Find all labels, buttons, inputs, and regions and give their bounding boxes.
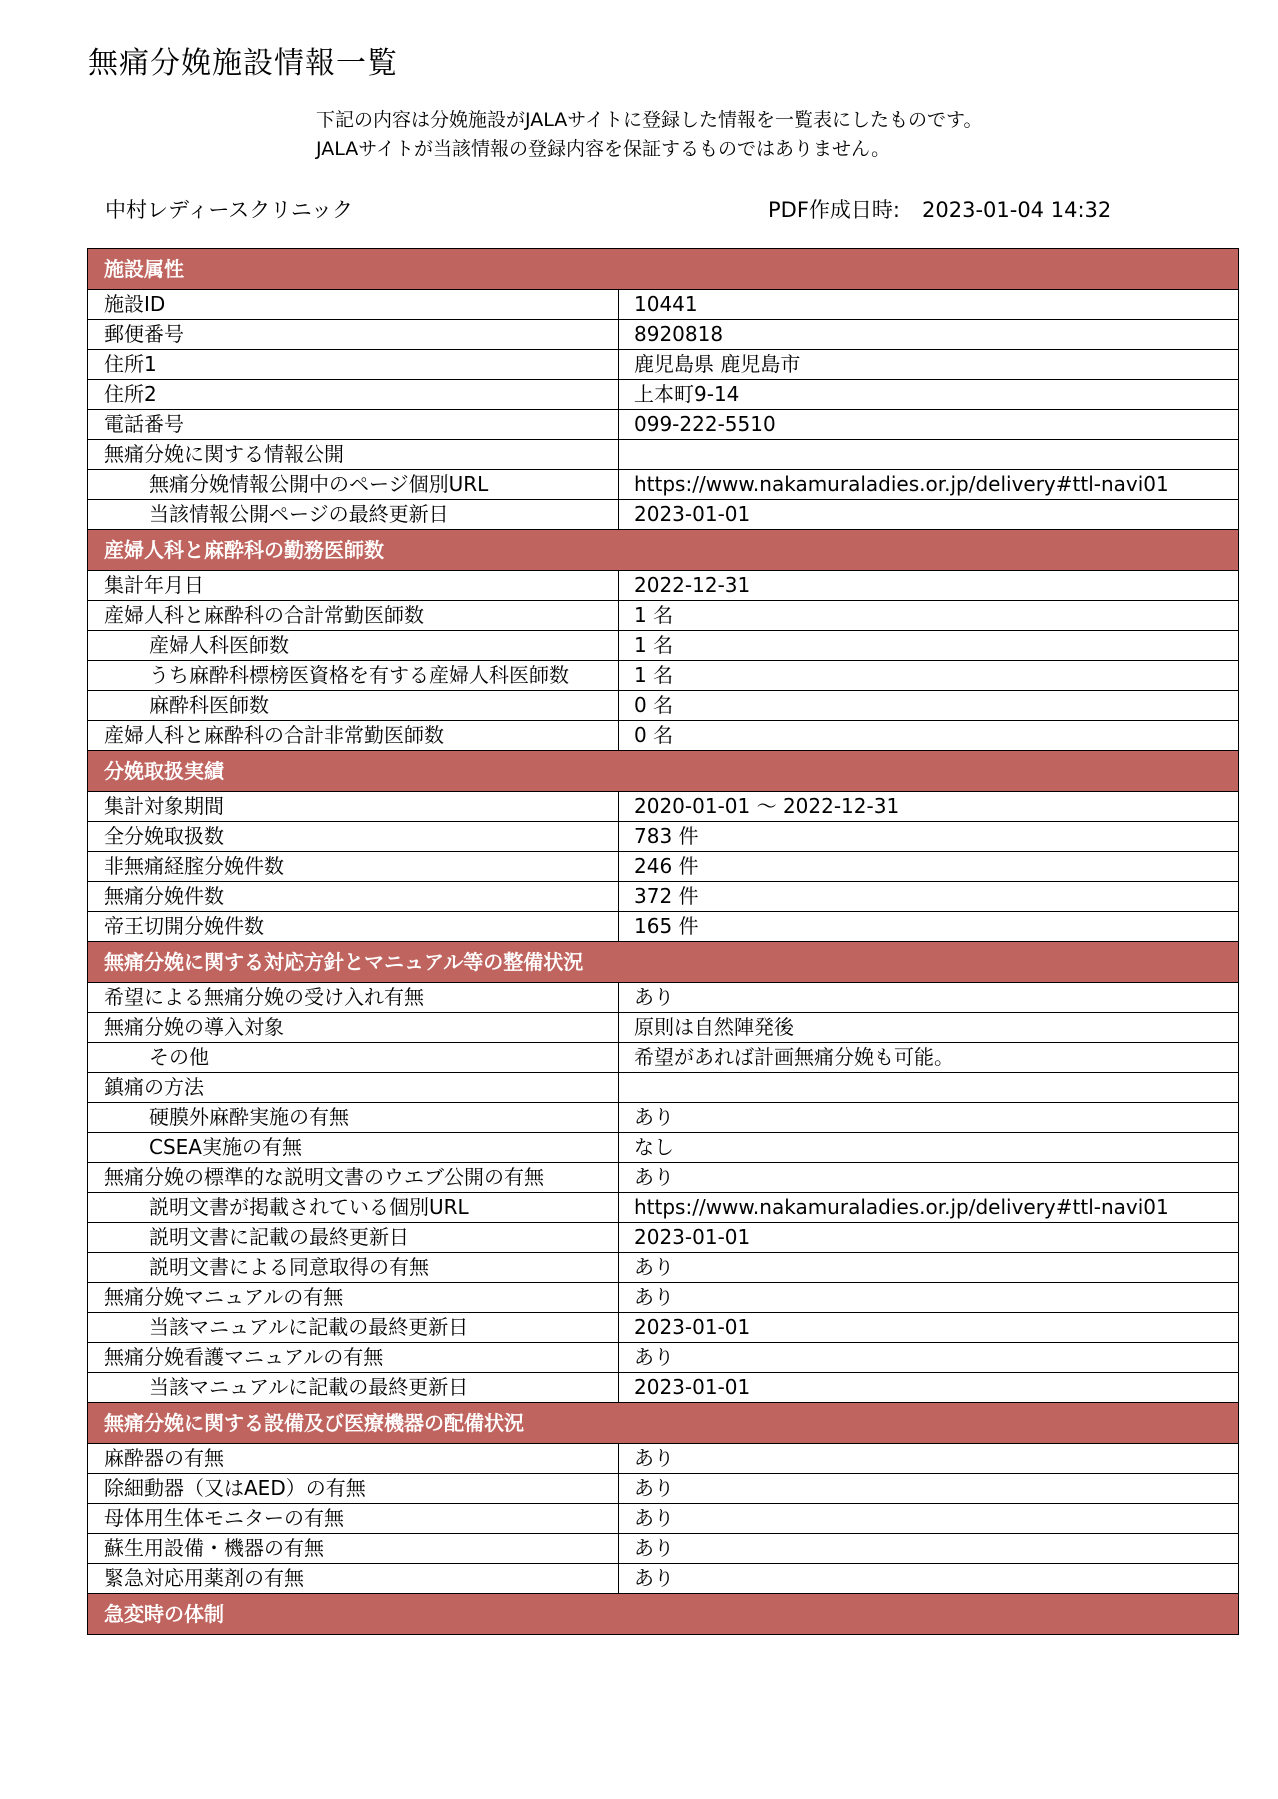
row-value <box>619 1073 1239 1103</box>
row-value: 8920818 <box>619 320 1239 350</box>
section-header-row <box>88 1403 1239 1444</box>
intro-line-1: 下記の内容は分娩施設がJALAサイトに登録した情報を一覧表にしたものです。 <box>316 109 983 131</box>
row-value: 鹿児島県 鹿児島市 <box>619 350 1239 380</box>
page-title: 無痛分娩施設情報一覧 <box>88 46 398 81</box>
row-label: 産婦人科と麻酔科の合計非常勤医師数 <box>88 721 619 751</box>
pdf-created-label: PDF作成日時: <box>768 198 900 222</box>
row-label: 無痛分娩の導入対象 <box>88 1013 619 1043</box>
section-title: 産婦人科と麻酔科の勤務医師数 <box>88 530 1239 571</box>
table-row <box>88 571 1239 601</box>
pdf-created-datetime: 2023-01-04 14:32 <box>922 198 1112 222</box>
table-row <box>88 1103 1239 1133</box>
row-value: https://www.nakamuraladies.or.jp/delivery#ttl-navi01 <box>619 470 1239 500</box>
row-value: あり <box>619 1163 1239 1193</box>
row-label: 産婦人科医師数 <box>88 631 619 661</box>
row-label: 非無痛経腟分娩件数 <box>88 852 619 882</box>
row-label: 無痛分娩件数 <box>88 882 619 912</box>
row-label: 無痛分娩看護マニュアルの有無 <box>88 1343 619 1373</box>
row-label: 母体用生体モニターの有無 <box>88 1504 619 1534</box>
clinic-name: 中村レディースクリニック <box>105 198 354 222</box>
row-value: あり <box>619 1474 1239 1504</box>
row-label: 説明文書に記載の最終更新日 <box>88 1223 619 1253</box>
section-header-row <box>88 942 1239 983</box>
row-label: 住所2 <box>88 380 619 410</box>
row-label: 麻酔器の有無 <box>88 1444 619 1474</box>
row-label: 当該マニュアルに記載の最終更新日 <box>88 1373 619 1403</box>
row-label: 硬膜外麻酔実施の有無 <box>88 1103 619 1133</box>
row-value: 2023-01-01 <box>619 500 1239 530</box>
table-row <box>88 601 1239 631</box>
row-label: 除細動器（又はAED）の有無 <box>88 1474 619 1504</box>
table-row <box>88 882 1239 912</box>
row-label: その他 <box>88 1043 619 1073</box>
row-label: 説明文書による同意取得の有無 <box>88 1253 619 1283</box>
table-row <box>88 1313 1239 1343</box>
row-label: 無痛分娩の標準的な説明文書のウエブ公開の有無 <box>88 1163 619 1193</box>
section-title: 施設属性 <box>88 249 1239 290</box>
table-row <box>88 1253 1239 1283</box>
row-value: 099-222-5510 <box>619 410 1239 440</box>
table-row <box>88 1534 1239 1564</box>
facility-info-table <box>87 248 1239 1635</box>
table-row <box>88 290 1239 320</box>
section-header-row <box>88 530 1239 571</box>
table-row <box>88 1343 1239 1373</box>
table-row <box>88 470 1239 500</box>
row-value: あり <box>619 1283 1239 1313</box>
row-value: 2022-12-31 <box>619 571 1239 601</box>
table-row <box>88 721 1239 751</box>
row-value: あり <box>619 983 1239 1013</box>
row-label: 説明文書が掲載されている個別URL <box>88 1193 619 1223</box>
row-label: 無痛分娩に関する情報公開 <box>88 440 619 470</box>
row-value: 上本町9-14 <box>619 380 1239 410</box>
row-value: 2020-01-01 ～ 2022-12-31 <box>619 792 1239 822</box>
table-row <box>88 852 1239 882</box>
table-row <box>88 320 1239 350</box>
row-value: あり <box>619 1103 1239 1133</box>
table-row <box>88 983 1239 1013</box>
intro-line-2: JALAサイトが当該情報の登録内容を保証するものではありません。 <box>316 138 891 160</box>
row-label: 住所1 <box>88 350 619 380</box>
row-value: 2023-01-01 <box>619 1223 1239 1253</box>
row-value: あり <box>619 1564 1239 1594</box>
row-value: 783 件 <box>619 822 1239 852</box>
row-label: 希望による無痛分娩の受け入れ有無 <box>88 983 619 1013</box>
table-row <box>88 1504 1239 1534</box>
row-label: うち麻酔科標榜医資格を有する産婦人科医師数 <box>88 661 619 691</box>
table-row <box>88 350 1239 380</box>
row-label: 集計対象期間 <box>88 792 619 822</box>
row-value: 165 件 <box>619 912 1239 942</box>
section-header-row <box>88 249 1239 290</box>
row-label: 無痛分娩マニュアルの有無 <box>88 1283 619 1313</box>
row-value: 1 名 <box>619 631 1239 661</box>
row-value: 10441 <box>619 290 1239 320</box>
table-row <box>88 500 1239 530</box>
row-value: あり <box>619 1534 1239 1564</box>
table-row <box>88 1013 1239 1043</box>
table-row <box>88 1043 1239 1073</box>
pdf-created <box>768 194 1111 224</box>
section-title: 分娩取扱実績 <box>88 751 1239 792</box>
row-value: 2023-01-01 <box>619 1313 1239 1343</box>
row-value: 希望があれば計画無痛分娩も可能。 <box>619 1043 1239 1073</box>
row-value: あり <box>619 1253 1239 1283</box>
row-label: 全分娩取扱数 <box>88 822 619 852</box>
table-row <box>88 410 1239 440</box>
table-row <box>88 792 1239 822</box>
table-row <box>88 691 1239 721</box>
table-row <box>88 440 1239 470</box>
row-label: 集計年月日 <box>88 571 619 601</box>
row-label: 緊急対応用薬剤の有無 <box>88 1564 619 1594</box>
row-value: 372 件 <box>619 882 1239 912</box>
table-row <box>88 1474 1239 1504</box>
row-label: 当該マニュアルに記載の最終更新日 <box>88 1313 619 1343</box>
row-label: 当該情報公開ページの最終更新日 <box>88 500 619 530</box>
row-label: 麻酔科医師数 <box>88 691 619 721</box>
section-title: 無痛分娩に関する設備及び医療機器の配備状況 <box>88 1403 1239 1444</box>
table-row <box>88 912 1239 942</box>
table-row <box>88 1193 1239 1223</box>
row-value <box>619 440 1239 470</box>
table-row <box>88 1444 1239 1474</box>
table-row <box>88 661 1239 691</box>
row-value: 0 名 <box>619 721 1239 751</box>
row-value: 原則は自然陣発後 <box>619 1013 1239 1043</box>
row-value: 246 件 <box>619 852 1239 882</box>
table-row <box>88 380 1239 410</box>
row-value: 2023-01-01 <box>619 1373 1239 1403</box>
section-title: 無痛分娩に関する対応方針とマニュアル等の整備状況 <box>88 942 1239 983</box>
row-label: 無痛分娩情報公開中のページ個別URL <box>88 470 619 500</box>
row-value: https://www.nakamuraladies.or.jp/delivery#ttl-navi01 <box>619 1193 1239 1223</box>
row-value: 0 名 <box>619 691 1239 721</box>
row-label: 産婦人科と麻酔科の合計常勤医師数 <box>88 601 619 631</box>
section-header-row <box>88 751 1239 792</box>
row-value: あり <box>619 1444 1239 1474</box>
facility-info-body <box>88 249 1239 1635</box>
row-value: なし <box>619 1133 1239 1163</box>
table-row <box>88 1163 1239 1193</box>
table-row <box>88 822 1239 852</box>
row-label: 郵便番号 <box>88 320 619 350</box>
table-row <box>88 1073 1239 1103</box>
row-value: 1 名 <box>619 601 1239 631</box>
section-header-row <box>88 1594 1239 1635</box>
row-label: 帝王切開分娩件数 <box>88 912 619 942</box>
table-row <box>88 631 1239 661</box>
table-row <box>88 1564 1239 1594</box>
row-label: 蘇生用設備・機器の有無 <box>88 1534 619 1564</box>
section-title: 急変時の体制 <box>88 1594 1239 1635</box>
table-row <box>88 1373 1239 1403</box>
row-label: 施設ID <box>88 290 619 320</box>
table-row <box>88 1283 1239 1313</box>
row-label: CSEA実施の有無 <box>88 1133 619 1163</box>
table-row <box>88 1133 1239 1163</box>
row-label: 電話番号 <box>88 410 619 440</box>
intro-text <box>316 106 982 164</box>
table-row <box>88 1223 1239 1253</box>
row-label: 鎮痛の方法 <box>88 1073 619 1103</box>
row-value: あり <box>619 1504 1239 1534</box>
row-value: 1 名 <box>619 661 1239 691</box>
row-value: あり <box>619 1343 1239 1373</box>
